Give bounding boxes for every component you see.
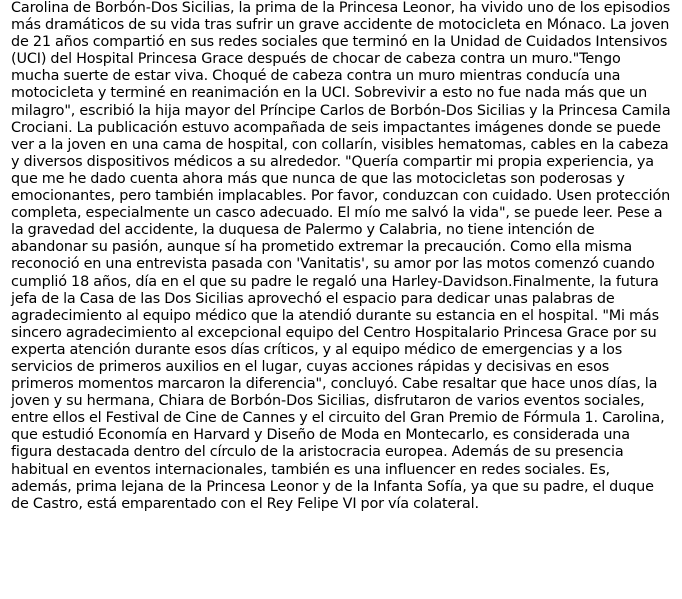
article-paragraph: Carolina de Borbón-Dos Sicilias, la prima de la Princesa Leonor, ha vivido uno de los episodios más dramáticos de su vida tras sufrir un grave accidente de motocicleta en Mónaco. La joven de 21 años compartió en sus redes sociales que terminó en la Unidad de Cuidados Intensivos (UCI) del Hospital Princesa Grace después de chocar de cabeza contra un muro."Tengo mucha suerte de estar viva. Choqué de cabeza contra un muro mientras conducía una motocicleta y terminé en reanimación en la UCI. Sobrevivir a esto no fue nada más que un milagro", escribió la hija mayor del Príncipe Carlos de Borbón-Dos Sicilias y la Princesa Camila Crociani. La publicación estuvo acompañada de seis impactantes imágenes donde se puede ver a la joven en una cama de hospital, con collarín, visibles hematomas, cables en la cabeza y diversos dispositivos médicos a su alrededor. "Quería compartir mi propia experiencia, ya que me he dado cuenta ahora más que nunca de que las motocicletas son poderosas y emocionantes, pero también implacables. Por favor, conduzcan con cuidado. Usen protección completa, especialmente un casco adecuado. El mío me salvó la vida", se puede leer. Pese a la gravedad del accidente, la duquesa de Palermo y Calabria, no tiene intención de abandonar su pasión, aunque sí ha prometido extremar la precaución. Como ella misma reconoció en una entrevista pasada con 'Vanitatis', su amor por las motos comenzó cuando cumplió 18 años, día en el que su padre le regaló una Harley-Davidson.Finalmente, la futura jefa de la Casa de las Dos Sicilias aprovechó el espacio para dedicar unas palabras de agradecimiento al equipo médico que la atendió durante su estancia en el hospital. "Mi más sincero agradecimiento al excepcional equipo del Centro Hospitalario Princesa Grace por su experta atención durante esos días críticos, y al equipo médico de emergencias y a los servicios de primeros auxilios en el lugar, cuyas acciones rápidas y decisivas en esos primeros momentos marcaron la diferencia", concluyó. Cabe resaltar que hace unos días, la joven y su hermana, Chiara de Borbón-Dos Sicilias, disfrutaron de varios eventos sociales, entre ellos el Festival de Cine de Cannes y el circuito del Gran Premio de Fórmula 1. Carolina, que estudió Economía en Harvard y Diseño de Moda en Montecarlo, es considerada una figura destacada dentro del círculo de la aristocracia europea. Además de su presencia habitual en eventos internacionales, también es una influencer en redes sociales. Es, además, prima lejana de la Princesa Leonor y de la Infanta Sofía, ya que su padre, el duque de Castro, está emparentado con el Rey Felipe VI por vía colateral. [11, 0, 671, 512]
